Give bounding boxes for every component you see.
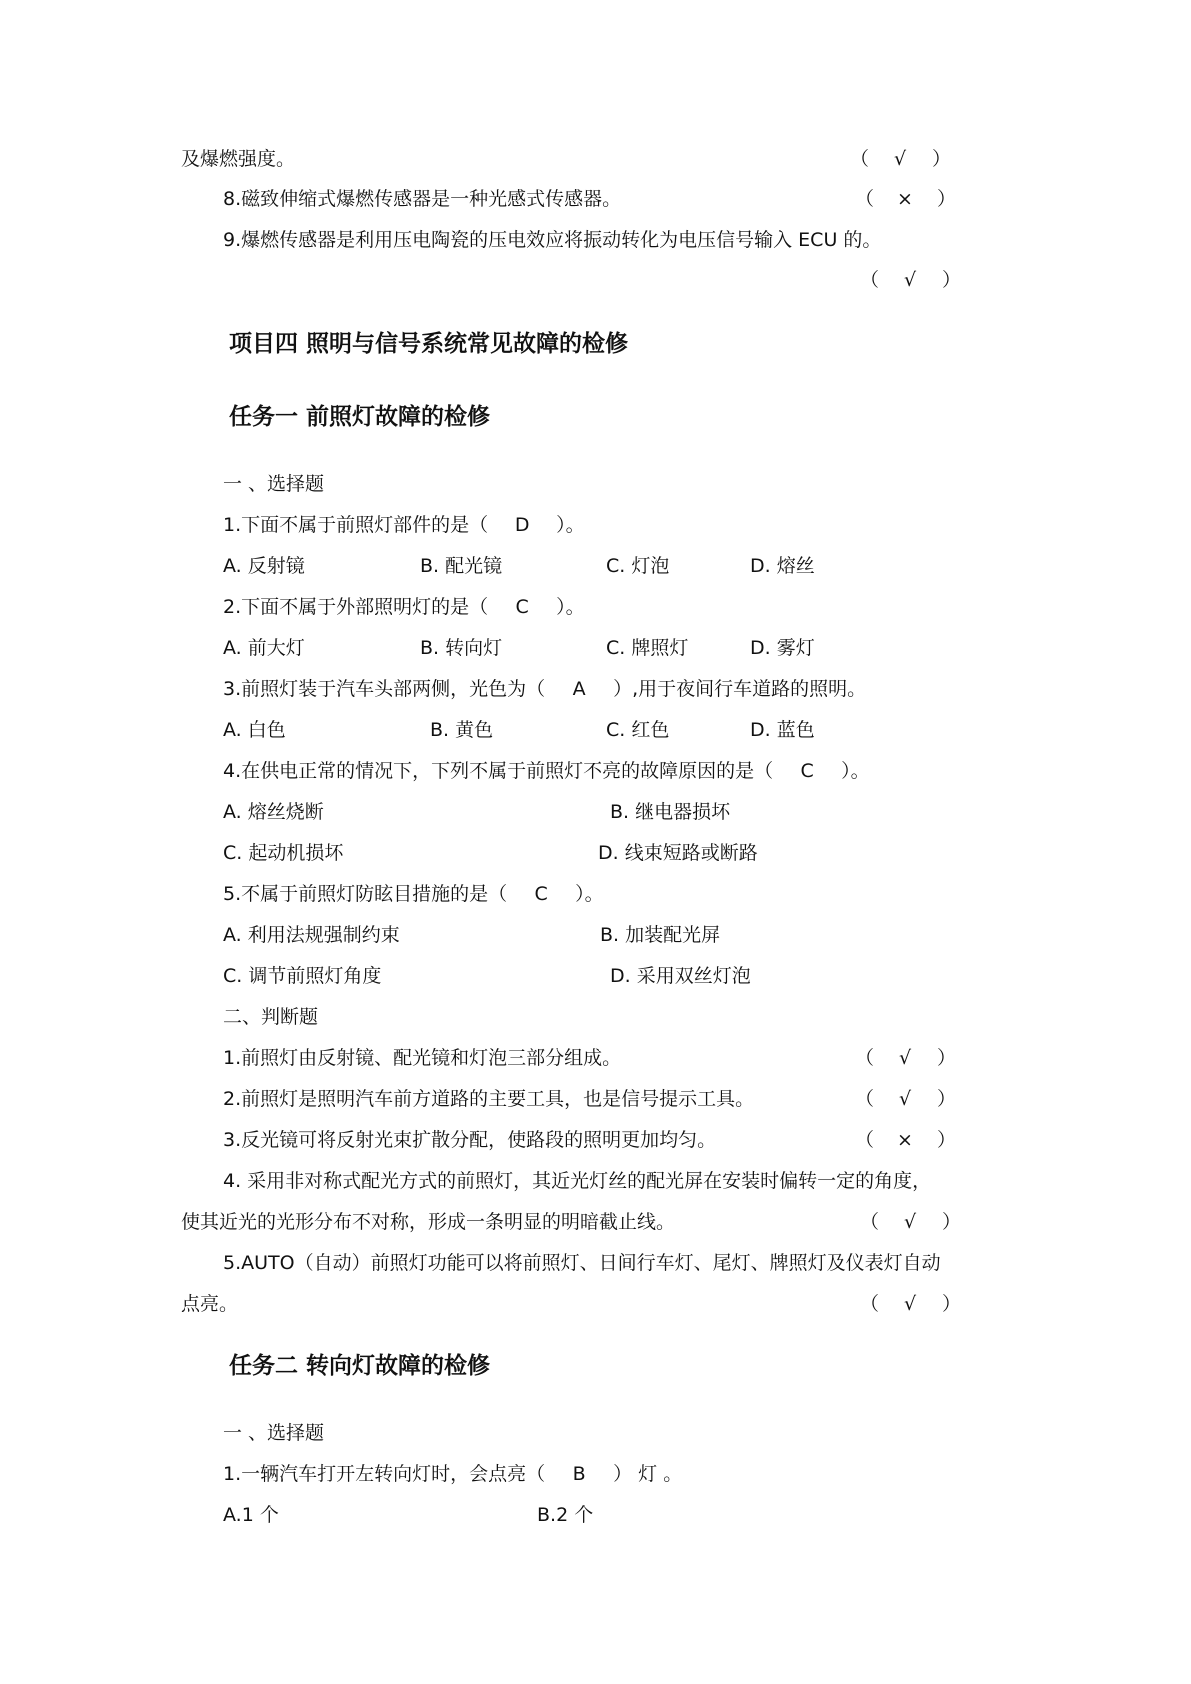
question-9: 9.爆燃传感器是利用压电陶瓷的压电效应将振动转化为电压信号输入 ECU 的。 (223, 229, 882, 251)
question-8: 8.磁致伸缩式爆燃传感器是一种光感式传感器。 (223, 188, 622, 210)
option-c: C. 起动机损坏 (223, 842, 344, 864)
option-b: B. 配光镜 (420, 555, 503, 577)
judge-mark-4: （ √ ） (860, 1211, 962, 1233)
option-d: D. 熔丝 (750, 555, 815, 577)
answer-letter: D (514, 514, 530, 536)
option-b: B.2 个 (537, 1504, 594, 1526)
task1-question-3: 3.前照灯装于汽车头部两侧，光色为（ A ）,用于夜间行车道路的照明。 (223, 678, 867, 700)
option-a: A. 熔丝烧断 (223, 801, 324, 823)
task1-question-5: 5.不属于前照灯防眩目措施的是（ C ）。 (223, 883, 604, 905)
task1-choice-heading: 一 、选择题 (223, 473, 325, 495)
answer-mark-9: （ √ ） (860, 269, 962, 291)
option-c: C. 调节前照灯角度 (223, 965, 382, 987)
option-b: B. 转向灯 (420, 637, 503, 659)
judge-4-line2: 使其近光的光形分布不对称，形成一条明显的明暗截止线。 (181, 1211, 676, 1233)
mark-value: × (897, 1129, 913, 1151)
mark-value: √ (903, 269, 917, 291)
answer-letter: C (515, 596, 529, 618)
mark-value: √ (898, 1088, 912, 1110)
task1-judge-heading: 二、判断题 (223, 1006, 319, 1028)
option-a: A. 白色 (223, 719, 286, 741)
answer-letter: B (572, 1463, 586, 1485)
question-7-continuation: 及爆燃强度。 (181, 148, 296, 170)
task1-question-4: 4.在供电正常的情况下，下列不属于前照灯不亮的故障原因的是（ C ）。 (223, 760, 870, 782)
option-d: D. 线束短路或断路 (598, 842, 758, 864)
judge-3: 3.反光镜可将反射光束扩散分配，使路段的照明更加均匀。 (223, 1129, 717, 1151)
task1-question-1: 1.下面不属于前照灯部件的是（ D ）。 (223, 514, 585, 536)
task2-question-1: 1.一辆汽车打开左转向灯时，会点亮（ B ） 灯 。 (223, 1463, 683, 1485)
mark-value: √ (903, 1211, 917, 1233)
judge-5-line2: 点亮。 (181, 1293, 239, 1315)
project-title: 项目四 照明与信号系统常见故障的检修 (229, 331, 629, 357)
answer-letter: C (534, 883, 548, 905)
option-c: C. 牌照灯 (606, 637, 689, 659)
option-d: D. 采用双丝灯泡 (610, 965, 751, 987)
option-b: B. 加装配光屏 (600, 924, 721, 946)
option-d: D. 雾灯 (750, 637, 815, 659)
answer-letter: C (800, 760, 814, 782)
task2-choice-heading: 一 、选择题 (223, 1422, 325, 1444)
mark-value: √ (903, 1293, 917, 1315)
mark-value: √ (898, 1047, 912, 1069)
option-a: A.1 个 (223, 1504, 279, 1526)
option-c: C. 灯泡 (606, 555, 670, 577)
answer-letter: A (572, 678, 586, 700)
judge-5-line1: 5.AUTO（自动）前照灯功能可以将前照灯、日间行车灯、尾灯、牌照灯及仪表灯自动 (223, 1252, 941, 1274)
answer-mark-7: （ √ ） (850, 148, 952, 170)
judge-4-line1: 4. 采用非对称式配光方式的前照灯，其近光灯丝的配光屏在安装时偏转一定的角度， (223, 1170, 932, 1192)
option-b: B. 黄色 (430, 719, 494, 741)
mark-value: × (897, 188, 913, 210)
mark-value: √ (893, 148, 907, 170)
task2-title: 任务二 转向灯故障的检修 (229, 1353, 491, 1379)
option-d: D. 蓝色 (750, 719, 815, 741)
judge-mark-2: （ √ ） (855, 1088, 957, 1110)
task1-question-2: 2.下面不属于外部照明灯的是（ C ）。 (223, 596, 585, 618)
answer-mark-8: （ × ） (855, 188, 957, 210)
judge-mark-1: （ √ ） (855, 1047, 957, 1069)
task1-title: 任务一 前照灯故障的检修 (229, 404, 491, 430)
option-a: A. 前大灯 (223, 637, 305, 659)
judge-mark-5: （ √ ） (860, 1293, 962, 1315)
option-a: A. 利用法规强制约束 (223, 924, 400, 946)
judge-mark-3: （ × ） (855, 1129, 957, 1151)
option-c: C. 红色 (606, 719, 670, 741)
judge-1: 1.前照灯由反射镜、配光镜和灯泡三部分组成。 (223, 1047, 622, 1069)
option-a: A. 反射镜 (223, 555, 305, 577)
option-b: B. 继电器损坏 (610, 801, 731, 823)
judge-2: 2.前照灯是照明汽车前方道路的主要工具，也是信号提示工具。 (223, 1088, 755, 1110)
